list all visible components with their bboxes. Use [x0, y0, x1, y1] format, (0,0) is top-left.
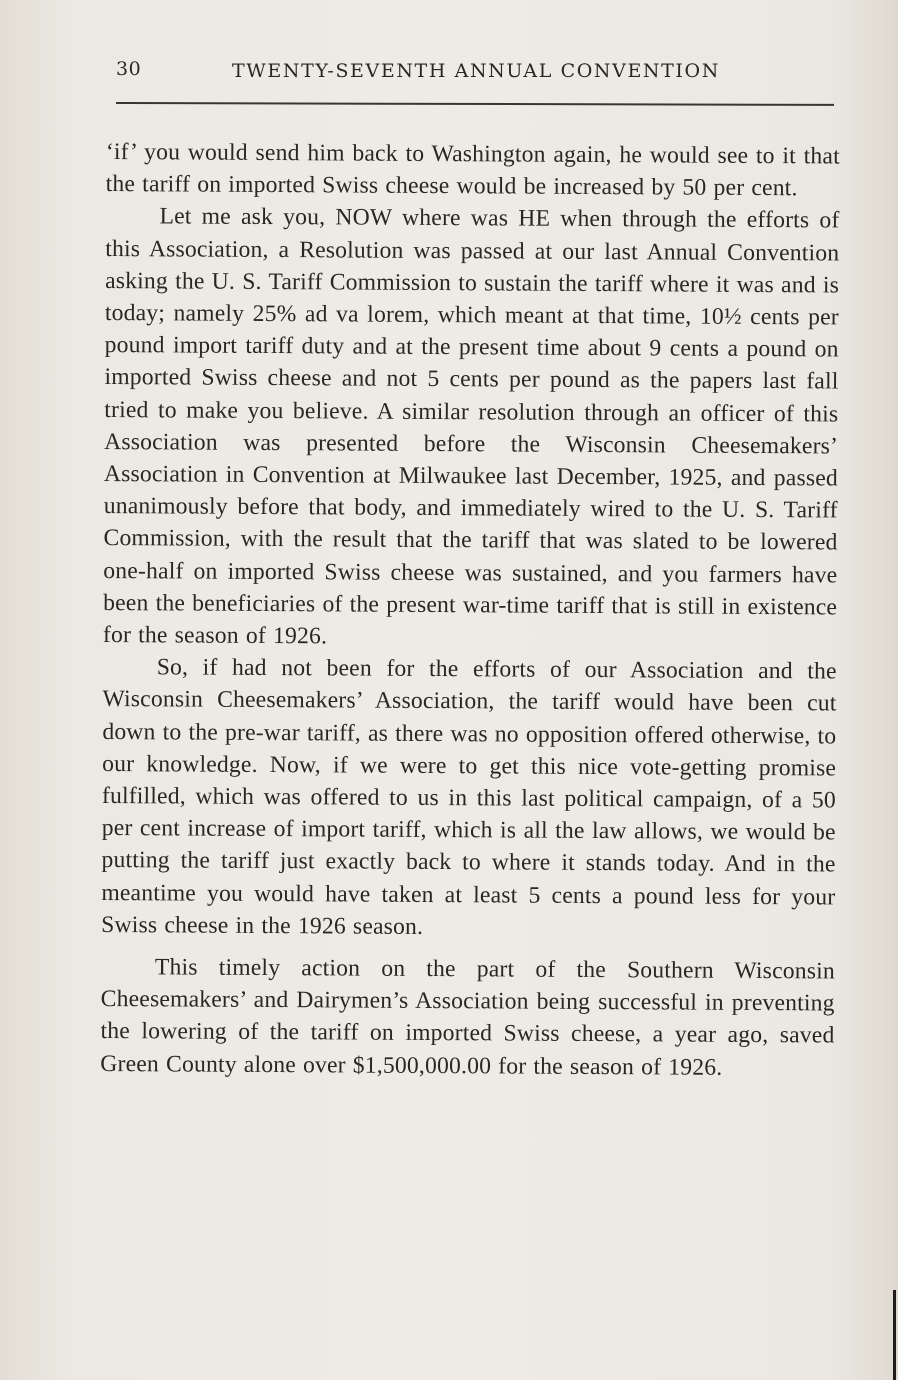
page-header	[116, 52, 836, 92]
paragraph-pre-war-tariff: So, if had not been for the efforts of our Association and the Wisconsin Cheesemakers’ Association, the tariff would have been cut down to the pre-war tariff, as there was no opposition offered otherwise, to our knowledge. Now, if we were to get this nice vote-getting promise fulfilled, which was offered to us in this last political campaign, of a 50 per cent increase of import tariff, which is all the law allows, we would be putting the tariff just exactly back to where it stands today. And in the meantime you would have taken at least 5 cents a pound less for your Swiss cheese in the 1926 season.	[101, 654, 837, 940]
paragraph-resolution: Let me ask you, NOW where was HE when through the efforts of this Association, a Resolution was passed at our last Annual Convention asking the U. S. Tariff Commission to sustain the tariff where it was and is today; namely 25% ad va lorem, which meant at that time, 10½ cents per pound import tariff duty and at the present time about 9 cents a pound on imported Swiss cheese and not 5 cents per pound as the papers last fall tried to make you believe. A similar resolution through an officer of this Association was presented before the Wisconsin Cheesemakers’ Association in Convention at Milwaukee last December, 1925, and passed unanimously before that body, and immediately wired to the U. S. Tariff Commission, with the result that the tariff that was slated to be lowered one-half on imported Swiss cheese was sustained, and you farmers have been the beneficiaries of the present war-time tariff that is still in existence for the season of 1926.	[102, 203, 840, 650]
paragraph-continued: ‘if’ you would send him back to Washington again, he would see to it that the tariff on imported Swiss cheese would be increased by 50 per cent.	[105, 138, 840, 202]
header-rule	[116, 102, 834, 106]
body-text	[100, 136, 840, 1084]
running-title: TWENTY-SEVENTH ANNUAL CONVENTION	[232, 60, 720, 82]
page-edge-mark	[893, 1290, 896, 1380]
paragraph-green-county: This timely action on the part of the Southern Wisconsin Cheesemakers’ and Dairymen’s Association being successful in preventing the lowering of the tariff on imported Swiss cheese, a year ago, saved Green County alone over $1,500,000.00 for the season of 1926.	[100, 954, 835, 1081]
page-number: 30	[116, 58, 142, 80]
